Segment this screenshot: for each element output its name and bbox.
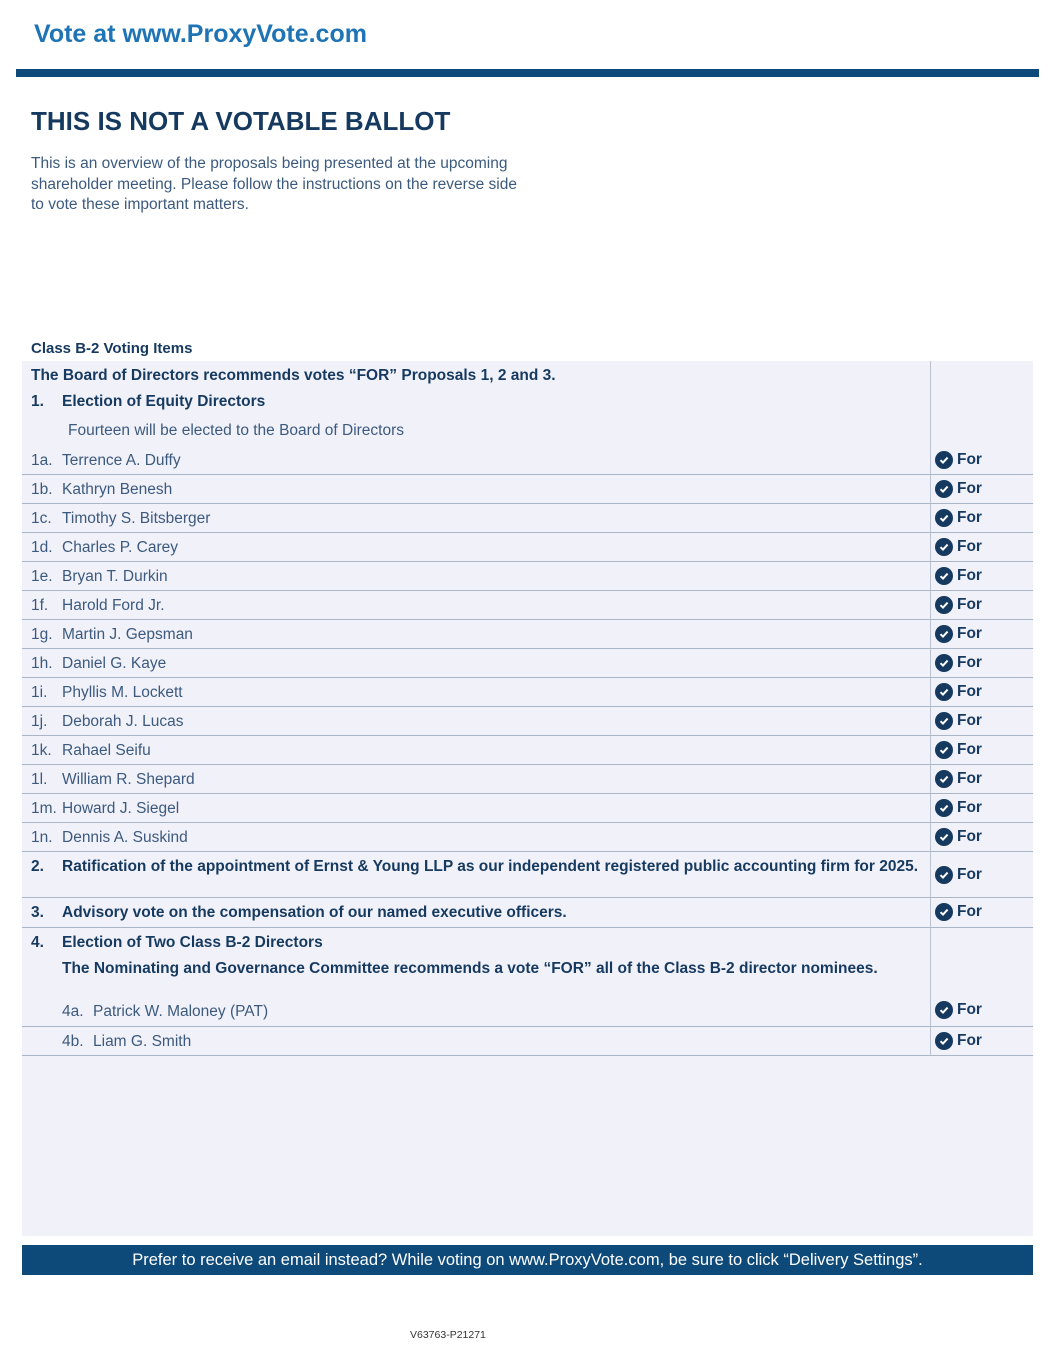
vote-recommendation	[935, 866, 982, 884]
nominee-name: Liam G. Smith	[93, 1033, 192, 1050]
nominee-number: 1b.	[31, 481, 53, 498]
proposal4-row	[22, 928, 1033, 1027]
nominee-row	[22, 591, 1033, 620]
proposal4-title: Election of Two Class B-2 Directors	[62, 934, 323, 951]
nominee-name: Martin J. Gepsman	[62, 626, 193, 643]
nominee-name: Terrence A. Duffy	[62, 452, 181, 469]
vote-label: For	[957, 451, 982, 468]
check-circle-icon	[935, 654, 953, 672]
vote-label: For	[957, 683, 982, 700]
nominee-number: 1f.	[31, 597, 49, 614]
nominee-row	[22, 649, 1033, 678]
vote-label: For	[957, 509, 982, 526]
nominee-row	[22, 504, 1033, 533]
document-code: V63763-P21271	[410, 1329, 486, 1341]
proposal4-number: 4.	[31, 934, 44, 951]
nominee-number: 4b.	[62, 1033, 84, 1050]
check-circle-icon	[935, 799, 953, 817]
check-circle-icon	[935, 509, 953, 527]
vote-label: For	[957, 770, 982, 787]
vote-label: For	[957, 712, 982, 729]
check-circle-icon	[935, 903, 953, 921]
check-circle-icon	[935, 480, 953, 498]
board-recommendation: The Board of Directors recommends votes “FOR” Proposals 1, 2 and 3.	[31, 367, 556, 384]
proposal1-note: Fourteen will be elected to the Board of Directors	[68, 422, 405, 439]
vote-label: For	[957, 828, 982, 845]
nominee-name: Phyllis M. Lockett	[62, 684, 183, 701]
nominee-name: Rahael Seifu	[62, 742, 151, 759]
nominee-name: Daniel G. Kaye	[62, 655, 167, 672]
nominee-number: 1m.	[31, 800, 57, 817]
check-circle-icon	[935, 828, 953, 846]
check-circle-icon	[935, 625, 953, 643]
vote-recommendation	[935, 903, 982, 921]
nominee-number: 1j.	[31, 713, 48, 730]
vote-recommendation	[935, 509, 982, 527]
vote-recommendation	[935, 799, 982, 817]
nominee-row	[22, 620, 1033, 649]
nominee-row	[22, 446, 1033, 475]
check-circle-icon	[935, 770, 953, 788]
check-circle-icon	[935, 538, 953, 556]
section-title: Class B-2 Voting Items	[31, 340, 193, 357]
nominee-row	[22, 736, 1033, 765]
nominee-number: 1c.	[31, 510, 52, 527]
nominee-number: 1h.	[31, 655, 53, 672]
vote-recommendation	[935, 451, 982, 469]
nominee-row	[22, 765, 1033, 794]
nominee-name: Bryan T. Durkin	[62, 568, 168, 585]
nominee-row	[22, 794, 1033, 823]
check-circle-icon	[935, 712, 953, 730]
vote-label: For	[957, 799, 982, 816]
nominee-row	[22, 1027, 1033, 1056]
check-circle-icon	[935, 1032, 953, 1050]
check-circle-icon	[935, 683, 953, 701]
check-circle-icon	[935, 866, 953, 884]
proposal3-number: 3.	[31, 904, 44, 921]
nominee-row	[22, 475, 1033, 504]
proposal2-text: Ratification of the appointment of Ernst & Young LLP as our independent registered public accounting firm for 2025.	[62, 858, 919, 875]
proposal1-number: 1.	[31, 393, 44, 410]
nominee-number: 1a.	[31, 452, 53, 469]
proposal3-row	[22, 898, 1033, 928]
nominee-name: Charles P. Carey	[62, 539, 179, 556]
check-circle-icon	[935, 451, 953, 469]
vote-label: For	[957, 480, 982, 497]
nominee-name: Harold Ford Jr.	[62, 597, 165, 614]
vote-recommendation	[935, 625, 982, 643]
proposal2-number: 2.	[31, 858, 44, 875]
proposal3-text: Advisory vote on the compensation of our named executive officers.	[62, 904, 567, 921]
nominee-number: 1n.	[31, 829, 53, 846]
nominee-number: 1i.	[31, 684, 48, 701]
nominee-row	[22, 562, 1033, 591]
check-circle-icon	[935, 596, 953, 614]
vote-recommendation	[935, 480, 982, 498]
vote-recommendation	[935, 741, 982, 759]
nominee-name: Patrick W. Maloney (PAT)	[93, 1003, 269, 1020]
email-delivery-banner[interactable]: Prefer to receive an email instead? While voting on www.ProxyVote.com, be sure to click “Delivery Settings”.	[22, 1245, 1033, 1275]
vote-recommendation	[935, 828, 982, 846]
nominee-number: 1k.	[31, 742, 52, 759]
vote-recommendation	[935, 712, 982, 730]
vote-label: For	[957, 654, 982, 671]
nominee-name: Timothy S. Bitsberger	[62, 510, 211, 527]
nominee-number: 4a.	[62, 1003, 84, 1020]
vote-label: For	[957, 538, 982, 555]
check-circle-icon	[935, 567, 953, 585]
vote-recommendation	[935, 1032, 982, 1050]
nominee-number: 1d.	[31, 539, 53, 556]
vote-recommendation	[935, 538, 982, 556]
nominee-number: 1g.	[31, 626, 53, 643]
check-circle-icon	[935, 741, 953, 759]
nominee-number: 1e.	[31, 568, 53, 585]
vote-label: For	[957, 1032, 982, 1049]
nominee-row	[22, 823, 1033, 852]
nominee-name: Kathryn Benesh	[62, 481, 173, 498]
header-title[interactable]: Vote at www.ProxyVote.com	[34, 20, 367, 48]
header-bar	[16, 69, 1039, 77]
vote-recommendation	[935, 683, 982, 701]
nominee-name: Howard J. Siegel	[62, 800, 180, 817]
nominee-row	[22, 678, 1033, 707]
intro-text: This is an overview of the proposals being presented at the upcoming shareholder meeting. Please follow the instructions on the reverse side to vote these important matters.	[31, 155, 517, 213]
vote-label: For	[957, 625, 982, 642]
nominee-name: Deborah J. Lucas	[62, 713, 184, 730]
vote-recommendation	[935, 567, 982, 585]
vote-label: For	[957, 1001, 982, 1018]
proposal4-recommendation: The Nominating and Governance Committee recommends a vote “FOR” all of the Class B-2 director nominees.	[62, 960, 878, 977]
notice-title: THIS IS NOT A VOTABLE BALLOT	[31, 106, 451, 136]
nominee-row	[22, 533, 1033, 562]
nominee-number: 1l.	[31, 771, 48, 788]
nominee-row	[22, 707, 1033, 736]
proposal2-row	[22, 852, 1033, 898]
vote-label: For	[957, 903, 982, 920]
proposal1-title: Election of Equity Directors	[62, 393, 266, 410]
vote-recommendation	[935, 770, 982, 788]
vote-label: For	[957, 567, 982, 584]
vote-label: For	[957, 741, 982, 758]
vote-recommendation	[935, 654, 982, 672]
vote-label: For	[957, 866, 982, 883]
vote-recommendation	[935, 596, 982, 614]
check-circle-icon	[935, 1001, 953, 1019]
vote-recommendation	[935, 1001, 982, 1019]
nominee-name: William R. Shepard	[62, 771, 195, 788]
nominee-name: Dennis A. Suskind	[62, 829, 188, 846]
vote-label: For	[957, 596, 982, 613]
